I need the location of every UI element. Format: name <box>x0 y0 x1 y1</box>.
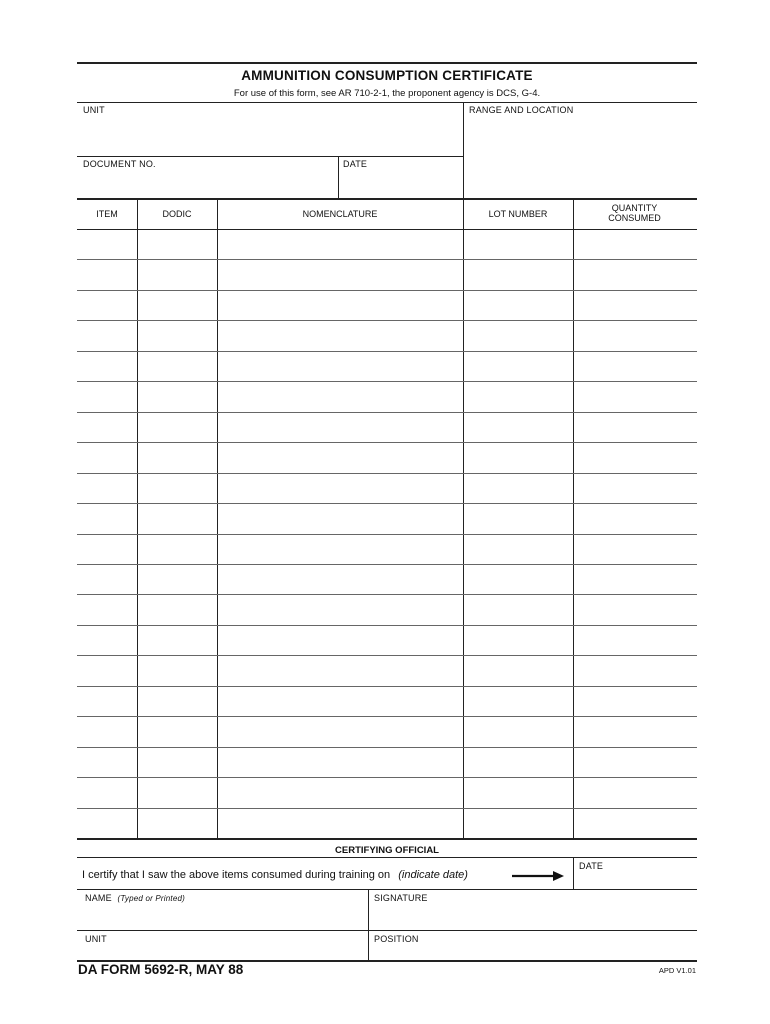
range-location-label: RANGE AND LOCATION <box>469 105 574 115</box>
column-header: NOMENCLATURE <box>302 209 378 219</box>
table-cell[interactable] <box>138 230 216 258</box>
table-cell[interactable] <box>574 413 695 441</box>
table-cell[interactable] <box>78 443 136 471</box>
table-cell[interactable] <box>218 656 462 684</box>
table-cell[interactable] <box>218 687 462 715</box>
column-header: DODIC <box>162 209 192 219</box>
table-cell[interactable] <box>464 230 572 258</box>
table-cell[interactable] <box>78 748 136 776</box>
table-cell[interactable] <box>218 291 462 319</box>
table-cell[interactable] <box>464 595 572 623</box>
table-cell[interactable] <box>138 474 216 502</box>
table-cell[interactable] <box>138 291 216 319</box>
table-cell[interactable] <box>464 382 572 410</box>
table-row <box>77 442 697 472</box>
table-cell[interactable] <box>138 321 216 349</box>
table-cell[interactable] <box>464 687 572 715</box>
table-row <box>77 503 697 533</box>
table-cell[interactable] <box>574 687 695 715</box>
table-cell[interactable] <box>464 717 572 745</box>
table-cell[interactable] <box>138 778 216 806</box>
table-row <box>77 686 697 716</box>
table-cell[interactable] <box>464 291 572 319</box>
table-cell[interactable] <box>218 260 462 288</box>
range-location-field[interactable] <box>464 103 696 197</box>
table-row <box>77 716 697 746</box>
indicate-date-text: (indicate date) <box>398 869 468 881</box>
version-label: APD V1.01 <box>658 966 696 975</box>
table-cell[interactable] <box>138 413 216 441</box>
table-cell[interactable] <box>78 230 136 258</box>
name-field[interactable] <box>78 890 367 929</box>
form-subtitle: For use of this form, see AR 710-2-1, the proponent agency is DCS, G-4. <box>233 88 541 99</box>
table-cell[interactable] <box>574 748 695 776</box>
table-row <box>77 655 697 685</box>
table-cell[interactable] <box>218 565 462 593</box>
table-cell[interactable] <box>78 413 136 441</box>
table-cell[interactable] <box>138 595 216 623</box>
certify-date-label: DATE <box>579 861 604 871</box>
table-cell[interactable] <box>574 626 695 654</box>
table-cell[interactable] <box>138 535 216 563</box>
table-cell[interactable] <box>78 291 136 319</box>
table-cell[interactable] <box>464 626 572 654</box>
certifying-top-rule <box>77 838 697 840</box>
table-cell[interactable] <box>464 778 572 806</box>
name-label <box>85 893 185 903</box>
table-cell[interactable] <box>138 717 216 745</box>
table-row <box>77 290 697 320</box>
table-cell[interactable] <box>138 809 216 837</box>
document-no-label: DOCUMENT NO. <box>83 159 156 169</box>
table-cell[interactable] <box>218 352 462 380</box>
table-cell[interactable] <box>574 352 695 380</box>
table-cell[interactable] <box>574 321 695 349</box>
table-row <box>77 259 697 289</box>
column-header: QUANTITY CONSUMED <box>608 203 661 223</box>
table-cell[interactable] <box>78 474 136 502</box>
table-cell[interactable] <box>138 748 216 776</box>
table-cell[interactable] <box>78 565 136 593</box>
table-cell[interactable] <box>574 717 695 745</box>
table-cell[interactable] <box>218 717 462 745</box>
table-cell[interactable] <box>78 321 136 349</box>
table-row <box>77 625 697 655</box>
name-hint: (Typed or Printed) <box>117 894 185 903</box>
table-row <box>77 747 697 777</box>
table-cell[interactable] <box>138 565 216 593</box>
table-cell[interactable] <box>78 504 136 532</box>
signature-label: SIGNATURE <box>374 893 428 903</box>
table-row <box>77 534 697 564</box>
table-cell[interactable] <box>138 382 216 410</box>
table-cell[interactable] <box>78 382 136 410</box>
table-cell[interactable] <box>464 656 572 684</box>
table-cell[interactable] <box>218 504 462 532</box>
table-cell[interactable] <box>78 626 136 654</box>
table-cell[interactable] <box>78 260 136 288</box>
table-cell[interactable] <box>138 443 216 471</box>
position-label: POSITION <box>374 934 419 944</box>
document-no-field[interactable] <box>78 157 337 197</box>
table-cell[interactable] <box>574 382 695 410</box>
table-cell[interactable] <box>464 321 572 349</box>
table-cell[interactable] <box>218 535 462 563</box>
name-label-text: NAME <box>85 893 112 903</box>
column-header: ITEM <box>96 209 118 219</box>
table-row <box>77 594 697 624</box>
table-row <box>77 229 697 259</box>
table-cell[interactable] <box>138 352 216 380</box>
table-cell[interactable] <box>78 809 136 837</box>
table-cell[interactable] <box>464 565 572 593</box>
certification-statement <box>82 869 468 881</box>
form-number: DA FORM 5692-R, MAY 88 <box>78 962 244 977</box>
top-rule <box>77 62 697 64</box>
table-cell[interactable] <box>78 656 136 684</box>
table-cell[interactable] <box>574 230 695 258</box>
table-cell[interactable] <box>574 595 695 623</box>
table-cell[interactable] <box>138 687 216 715</box>
certifying-heading: CERTIFYING OFFICIAL <box>335 845 439 856</box>
table-cell[interactable] <box>78 352 136 380</box>
table-cell[interactable] <box>138 260 216 288</box>
cert-unit-field[interactable] <box>78 931 367 959</box>
column-header: LOT NUMBER <box>488 209 548 219</box>
table-row <box>77 320 697 350</box>
table-cell[interactable] <box>78 535 136 563</box>
table-cell[interactable] <box>464 443 572 471</box>
table-cell[interactable] <box>574 443 695 471</box>
table-cell[interactable] <box>464 535 572 563</box>
table-cell[interactable] <box>574 504 695 532</box>
signature-field[interactable] <box>369 890 696 929</box>
cert-unit-label: UNIT <box>85 934 107 944</box>
table-cell[interactable] <box>78 778 136 806</box>
table-cell[interactable] <box>218 474 462 502</box>
table-cell[interactable] <box>574 535 695 563</box>
table-cell[interactable] <box>464 474 572 502</box>
table-cell[interactable] <box>218 230 462 258</box>
header-date-field[interactable] <box>339 157 462 197</box>
table-row <box>77 564 697 594</box>
table-cell[interactable] <box>138 504 216 532</box>
unit-field[interactable] <box>78 103 462 155</box>
table-cell[interactable] <box>218 321 462 349</box>
table-cell[interactable] <box>464 809 572 837</box>
table-cell[interactable] <box>218 748 462 776</box>
table-cell[interactable] <box>218 443 462 471</box>
arrow-right-icon <box>511 869 565 883</box>
table-cell[interactable] <box>464 260 572 288</box>
table-cell[interactable] <box>218 778 462 806</box>
table-cell[interactable] <box>574 565 695 593</box>
table-row <box>77 777 697 807</box>
table-cell[interactable] <box>464 352 572 380</box>
table-cell[interactable] <box>218 595 462 623</box>
table-cell[interactable] <box>464 748 572 776</box>
table-cell[interactable] <box>574 656 695 684</box>
table-cell[interactable] <box>574 778 695 806</box>
table-cell[interactable] <box>218 626 462 654</box>
table-cell[interactable] <box>574 291 695 319</box>
certification-text: I certify that I saw the above items consumed during training on <box>82 869 391 881</box>
table-cell[interactable] <box>78 717 136 745</box>
table-row <box>77 381 697 411</box>
table-row <box>77 808 697 838</box>
table-cell[interactable] <box>78 687 136 715</box>
table-row <box>77 473 697 503</box>
table-cell[interactable] <box>218 382 462 410</box>
table-cell[interactable] <box>78 595 136 623</box>
form-title: AMMUNITION CONSUMPTION CERTIFICATE <box>241 68 533 83</box>
table-cell[interactable] <box>464 413 572 441</box>
table-cell[interactable] <box>138 626 216 654</box>
table-cell[interactable] <box>138 656 216 684</box>
position-field[interactable] <box>369 931 696 959</box>
table-cell[interactable] <box>574 260 695 288</box>
header-date-label: DATE <box>343 159 368 169</box>
table-cell[interactable] <box>574 809 695 837</box>
table-top-rule <box>77 198 697 200</box>
table-cell[interactable] <box>218 809 462 837</box>
table-row <box>77 412 697 442</box>
certify-date-field[interactable] <box>574 858 696 888</box>
table-cell[interactable] <box>464 504 572 532</box>
table-cell[interactable] <box>574 474 695 502</box>
table-cell[interactable] <box>218 413 462 441</box>
unit-label: UNIT <box>83 105 105 115</box>
table-row <box>77 351 697 381</box>
